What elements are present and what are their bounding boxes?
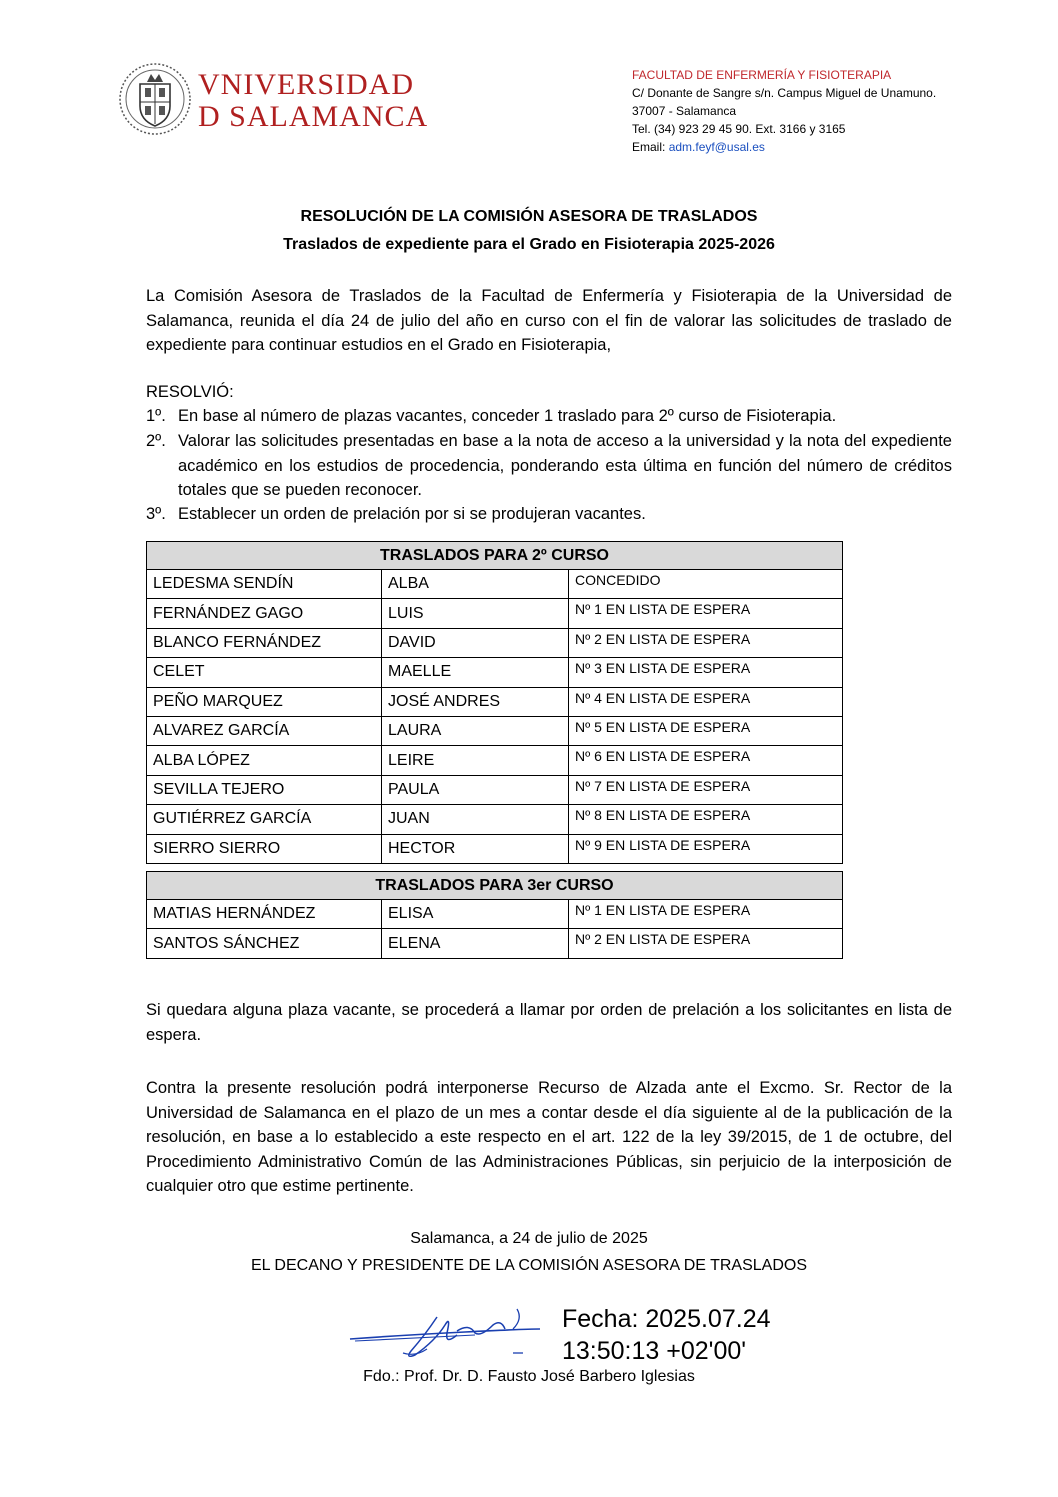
table-row <box>147 900 843 929</box>
name-cell: LEIRE <box>382 746 569 775</box>
surname-cell: BLANCO FERNÁNDEZ <box>147 628 382 657</box>
table-row <box>147 658 843 687</box>
status-cell: Nº 9 EN LISTA DE ESPERA <box>569 834 843 863</box>
status-cell: Nº 2 EN LISTA DE ESPERA <box>569 929 843 958</box>
table-header: TRASLADOS PARA 3er CURSO <box>147 872 843 900</box>
faculty-postal: 37007 - Salamanca <box>632 104 737 118</box>
surname-cell: CELET <box>147 658 382 687</box>
table-row <box>147 628 843 657</box>
stamp-date: Fecha: 2025.07.24 <box>562 1305 771 1333</box>
name-cell: LAURA <box>382 716 569 745</box>
name-cell: ELISA <box>382 900 569 929</box>
surname-cell: FERNÁNDEZ GAGO <box>147 599 382 628</box>
transfers-3rd-course-table <box>146 871 843 959</box>
surname-cell: SANTOS SÁNCHEZ <box>147 929 382 958</box>
table-row <box>147 834 843 863</box>
status-cell: Nº 5 EN LISTA DE ESPERA <box>569 716 843 745</box>
resolvio-heading: RESOLVIÓ: <box>146 383 234 401</box>
status-cell: Nº 8 EN LISTA DE ESPERA <box>569 805 843 834</box>
name-cell: MAELLE <box>382 658 569 687</box>
faculty-email-line <box>632 138 1032 156</box>
status-cell: Nº 1 EN LISTA DE ESPERA <box>569 900 843 929</box>
table-row <box>147 599 843 628</box>
surname-cell: SIERRO SIERRO <box>147 834 382 863</box>
university-name-line2: D SALAMANCA <box>198 100 429 133</box>
status-cell: Nº 1 EN LISTA DE ESPERA <box>569 599 843 628</box>
document-title: RESOLUCIÓN DE LA COMISIÓN ASESORA DE TRASLADOS <box>300 208 758 225</box>
name-cell: JOSÉ ANDRES <box>382 687 569 716</box>
faculty-name: FACULTAD DE ENFERMERÍA Y FISIOTERAPIA <box>632 68 892 82</box>
stamp-time: 13:50:13 +02'00' <box>562 1337 747 1365</box>
signed-by: Fdo.: Prof. Dr. D. Fausto José Barbero Iglesias <box>363 1368 695 1385</box>
university-name-line1: VNIVERSIDAD <box>198 68 414 101</box>
dean-title: EL DECANO Y PRESIDENTE DE LA COMISIÓN ASESORA DE TRASLADOS <box>250 1257 808 1274</box>
status-cell: Nº 2 EN LISTA DE ESPERA <box>569 628 843 657</box>
transfers-2nd-course-table <box>146 541 843 864</box>
intro-paragraph: La Comisión Asesora de Traslados de la Facultad de Enfermería y Fisioterapia de la Universidad de Salamanca, reunida el día 24 de julio del año en curso con el fin de valorar las solicitudes de traslado de expediente para continuar estudios en el Grado en Fisioterapia, <box>146 287 952 354</box>
surname-cell: SEVILLA TEJERO <box>147 775 382 804</box>
vacancy-paragraph: Si quedara alguna plaza vacante, se procederá a llamar por orden de prelación a los solicitantes en lista de espera. <box>146 1001 952 1044</box>
table-row <box>147 687 843 716</box>
place-date: Salamanca, a 24 de julio de 2025 <box>410 1230 648 1247</box>
faculty-address: C/ Donante de Sangre s/n. Campus Miguel de Unamuno. <box>632 86 937 100</box>
name-cell: DAVID <box>382 628 569 657</box>
table-row <box>147 775 843 804</box>
faculty-phone: Tel. (34) 923 29 45 90. Ext. 3166 y 3165 <box>632 122 846 136</box>
email-label: Email: <box>632 140 669 154</box>
status-cell: Nº 7 EN LISTA DE ESPERA <box>569 775 843 804</box>
status-cell: Nº 6 EN LISTA DE ESPERA <box>569 746 843 775</box>
surname-cell: ALVAREZ GARCÍA <box>147 716 382 745</box>
document-subtitle: Traslados de expediente para el Grado en Fisioterapia 2025-2026 <box>283 236 775 253</box>
item-number: 3º. <box>146 505 166 523</box>
surname-cell: PEÑO MARQUEZ <box>147 687 382 716</box>
item-text: Establecer un orden de prelación por si se produjeran vacantes. <box>178 505 646 523</box>
table-row <box>147 746 843 775</box>
email-link[interactable]: adm.feyf@usal.es <box>668 140 765 154</box>
university-logo <box>118 62 429 140</box>
table-header: TRASLADOS PARA 2º CURSO <box>147 542 843 570</box>
surname-cell: GUTIÉRREZ GARCÍA <box>147 805 382 834</box>
status-cell: Nº 3 EN LISTA DE ESPERA <box>569 658 843 687</box>
item-text: En base al número de plazas vacantes, conceder 1 traslado para 2º curso de Fisioterapia. <box>178 407 837 425</box>
name-cell: ALBA <box>382 570 569 599</box>
table-row <box>147 570 843 599</box>
name-cell: PAULA <box>382 775 569 804</box>
status-cell: Nº 4 EN LISTA DE ESPERA <box>569 687 843 716</box>
name-cell: LUIS <box>382 599 569 628</box>
name-cell: ELENA <box>382 929 569 958</box>
item-text: Valorar las solicitudes presentadas en base a la nota de acceso a la universidad y la nota del expediente académico en los estudios de procedencia, ponderando esta última en función del número de créditos totales que se pueden reconocer. <box>178 432 952 499</box>
name-cell: JUAN <box>382 805 569 834</box>
appeal-paragraph: Contra la presente resolución podrá interponerse Recurso de Alzada ante el Excmo. Sr. Rector de la Universidad de Salamanca en el plazo de un mes a contar desde el día siguiente al de la publicación de la resolución, en base a lo establecido a este respecto en el art. 122 de la ley 39/2015, de 1 de octubre, del Procedimiento Administrativo Común de las Administraciones Públicas, sin perjuicio de la interposición de cualquier otro que estime pertinente. <box>146 1079 952 1195</box>
status-cell: CONCEDIDO <box>569 570 843 599</box>
surname-cell: MATIAS HERNÁNDEZ <box>147 900 382 929</box>
table-row <box>147 805 843 834</box>
faculty-contact <box>632 66 1032 156</box>
handwritten-signature <box>345 1305 545 1365</box>
table-row <box>147 929 843 958</box>
name-cell: HECTOR <box>382 834 569 863</box>
item-number: 2º. <box>146 432 166 450</box>
table-row <box>147 716 843 745</box>
item-number: 1º. <box>146 407 166 425</box>
surname-cell: LEDESMA SENDÍN <box>147 570 382 599</box>
surname-cell: ALBA LÓPEZ <box>147 746 382 775</box>
university-crest-icon <box>118 62 192 136</box>
digital-signature-stamp <box>562 1303 771 1367</box>
